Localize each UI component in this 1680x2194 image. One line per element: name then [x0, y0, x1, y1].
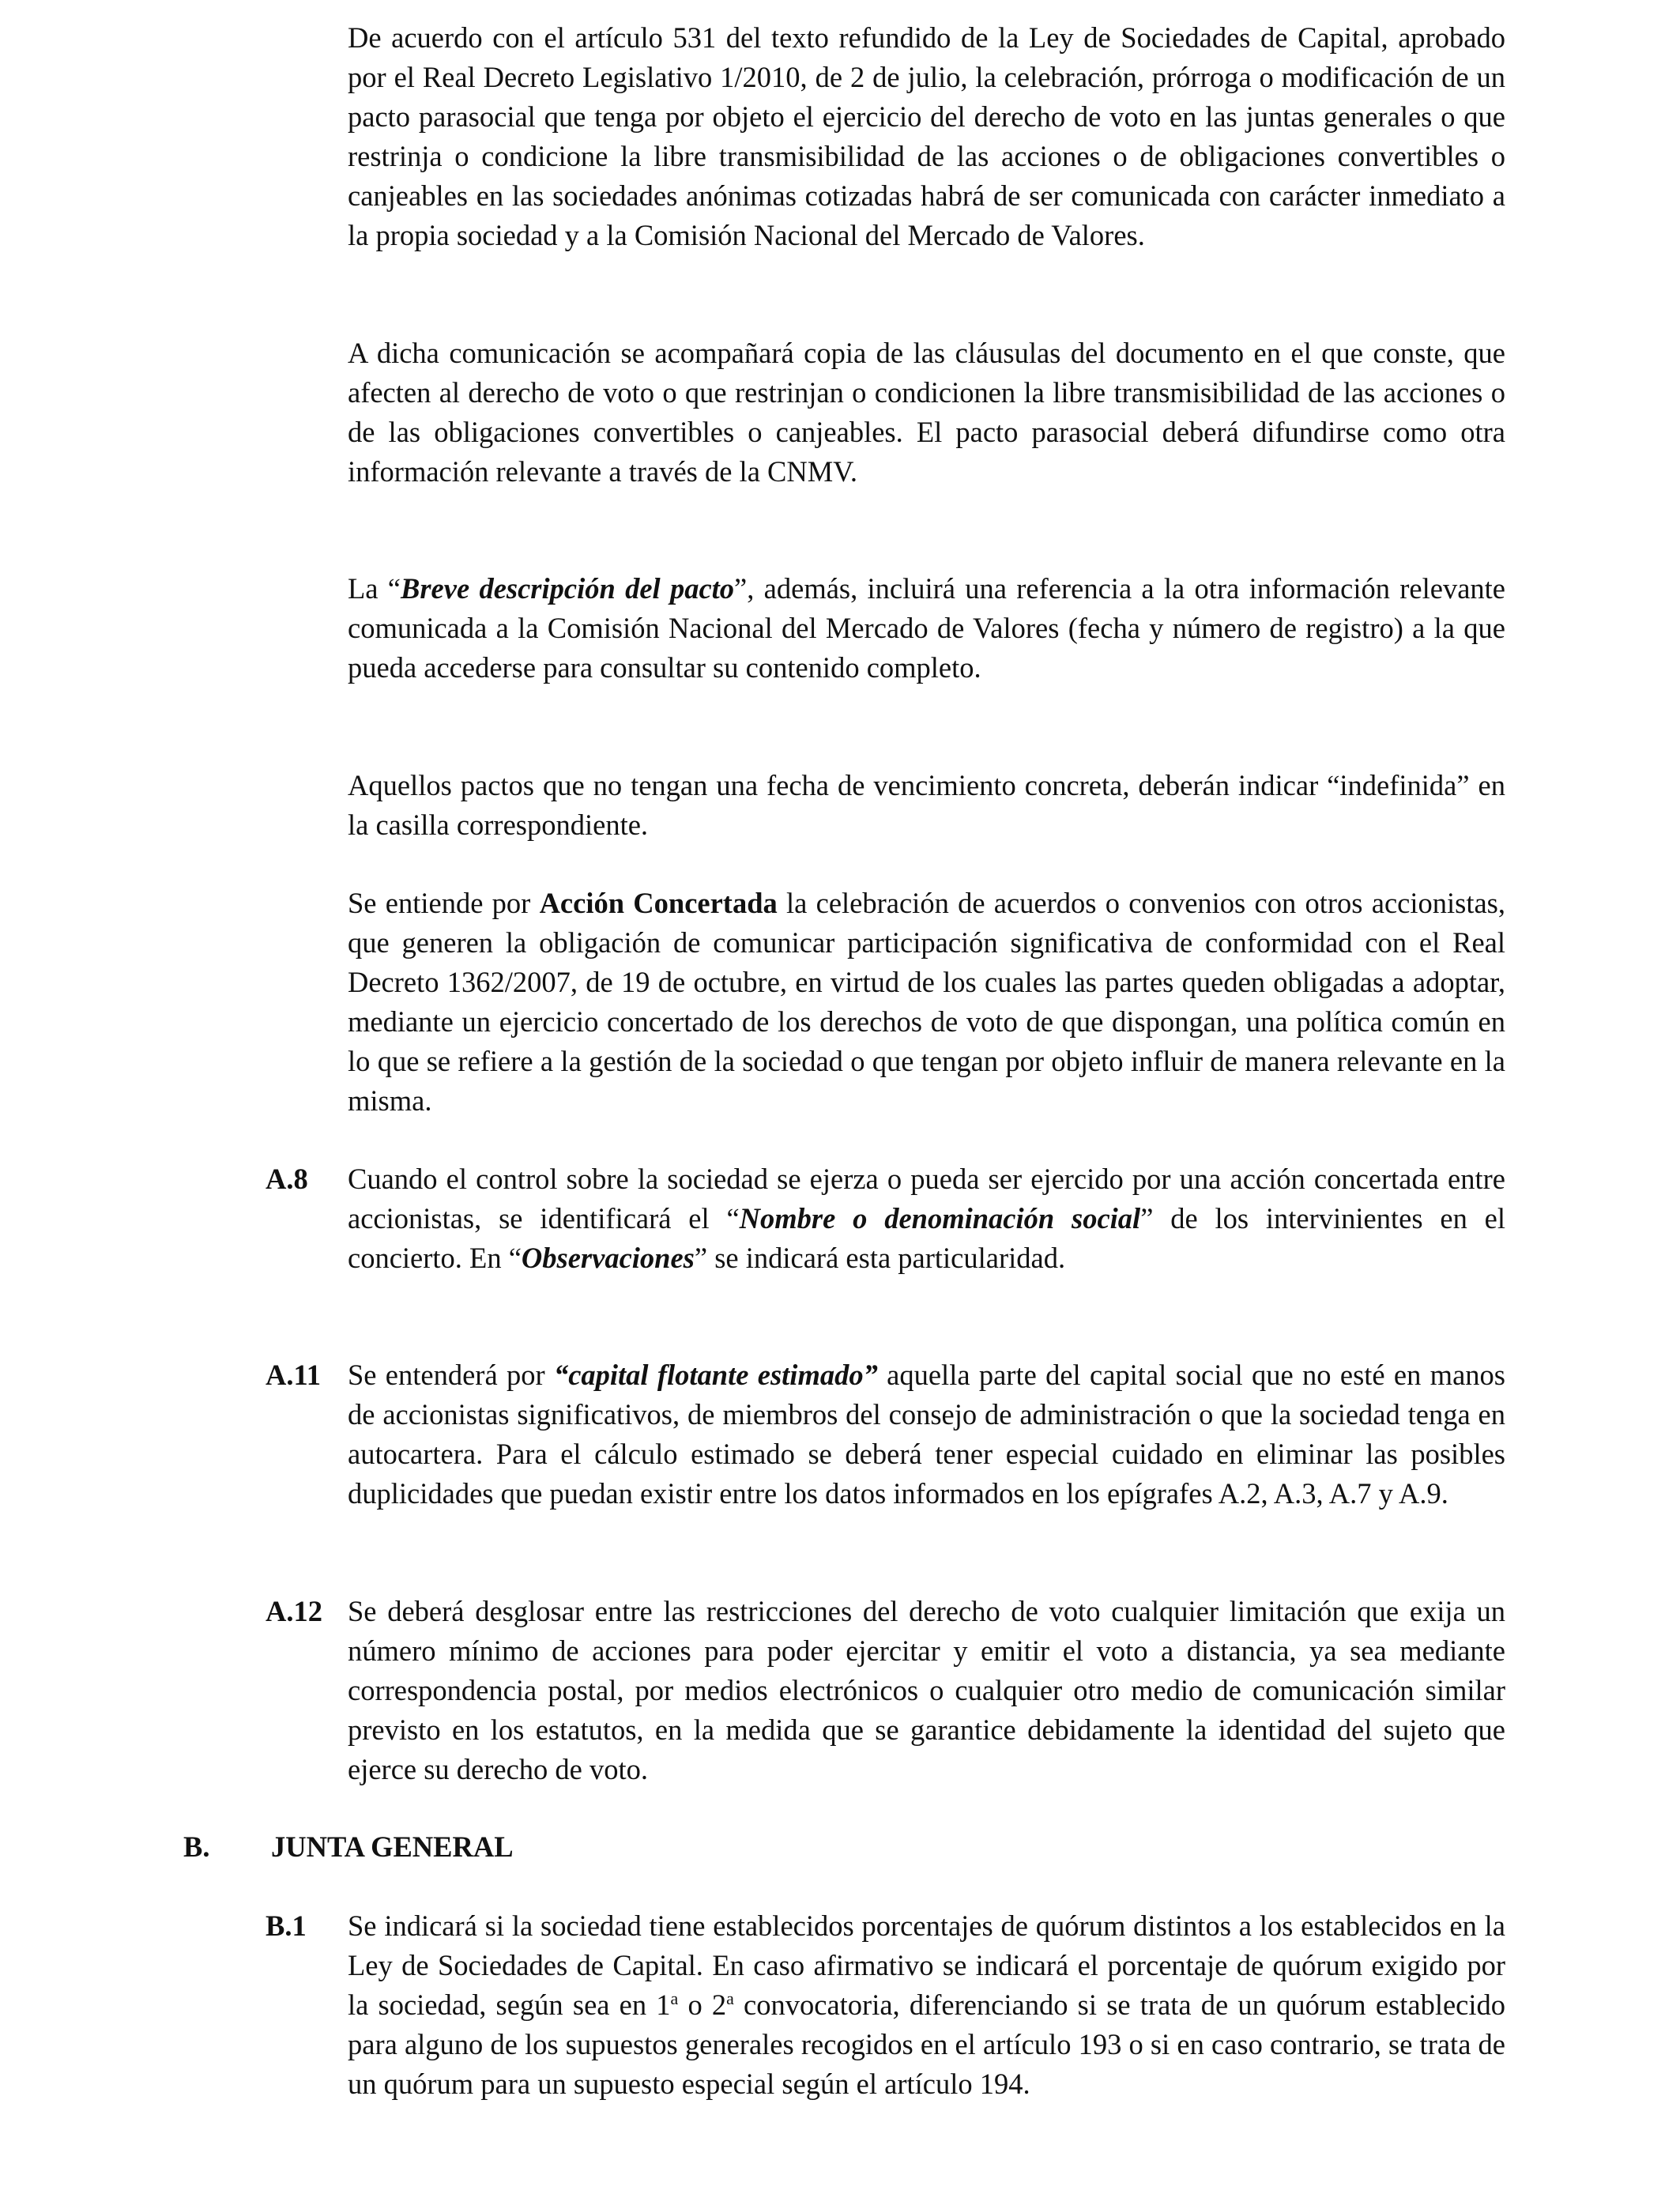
- a11-text-1: Se entenderá por: [348, 1359, 554, 1391]
- a11-term: “capital flotante estimado”: [553, 1359, 878, 1391]
- a7-paragraph-3: [348, 569, 1505, 688]
- section-b-label: B.: [183, 1830, 210, 1863]
- a7-paragraph-4-text: Aquellos pactos que no tengan una fecha de vencimiento concreta, deberán indicar “indefinida” en la casilla correspondiente.: [348, 769, 1505, 841]
- a11-paragraph: [348, 1355, 1505, 1514]
- item-label-a12: A.12: [266, 1595, 322, 1627]
- a8-text-1: Cuando el control sobre la sociedad se ejerza o pueda ser ejercido por una acción concertada entre accionistas, se identificará el “: [348, 1163, 1505, 1235]
- a7-paragraph-3-before: La “: [348, 572, 401, 605]
- item-label-a11: A.11: [266, 1359, 321, 1391]
- a12-text: Se deberá desglosar entre las restricciones del derecho de voto cualquier limitación que exija un número mínimo de acciones para poder ejercitar y emitir el voto a distancia, ya sea mediante correspondencia postal, por medios electrónicos o cualquier otro medio de comunicación similar previsto en los estatutos, en la medida que se garantice debidamente la identidad del sujeto que ejerce su derecho de voto.: [348, 1595, 1505, 1785]
- a8-term-2: Observaciones: [521, 1242, 695, 1274]
- a7-paragraph-5: [348, 884, 1505, 1121]
- item-label-a8: A.8: [266, 1163, 308, 1195]
- a12-paragraph: [348, 1592, 1505, 1789]
- a7-paragraph-3-after: ”, además, incluirá una referencia a la otra información relevante comunicada a la Comisión Nacional del Mercado de Valores (fecha y número de registro) a la que pueda accederse para consultar su contenido completo.: [348, 572, 1505, 684]
- b1-text-3: convocatoria, diferenciando si se trata de un quórum establecido para alguno de los supuestos generales recogidos en el artículo 193 o si en caso contrario, se trata de un quórum para un supuesto especial según el artículo 194.: [348, 1989, 1506, 2100]
- a7-paragraph-1-text: De acuerdo con el artículo 531 del texto refundido de la Ley de Sociedades de Capital, aprobado por el Real Decreto Legislativo 1/2010, de 2 de julio, la celebración, prórroga o modificación de un pacto parasocial que tenga por objeto el ejercicio del derecho de voto en las juntas generales o que restrinja o condicione la libre transmisibilidad de las acciones o de obligaciones convertibles o canjeables en las sociedades anónimas cotizadas habrá de ser comunicada con carácter inmediato a la propia sociedad y a la Comisión Nacional del Mercado de Valores.: [348, 21, 1505, 251]
- item-label-b1: B.1: [266, 1909, 307, 1942]
- a8-term-1: Nombre o denominación social: [739, 1202, 1141, 1235]
- a7-paragraph-5-term: Acción Concertada: [539, 887, 778, 919]
- a7-paragraph-2: [348, 334, 1505, 492]
- b1-superscript-2: a: [726, 1988, 734, 2008]
- b1-superscript-1: a: [670, 1988, 679, 2008]
- section-b-title: JUNTA GENERAL: [271, 1830, 514, 1863]
- a7-paragraph-4: [348, 766, 1505, 845]
- a8-paragraph: [348, 1159, 1505, 1278]
- a8-text-2: ” de los intervinientes en el concierto. En “: [348, 1202, 1505, 1274]
- a7-paragraph-5-before: Se entiende por: [348, 887, 540, 919]
- b1-text-1: Se indicará si la sociedad tiene establecidos porcentajes de quórum distintos a los establecidos en la Ley de Sociedades de Capital. En caso afirmativo se indicará el porcentaje de quórum exigido por la sociedad, según sea en 1: [348, 1909, 1505, 2021]
- b1-text-2: o 2: [678, 1989, 727, 2021]
- a11-text-2: aquella parte del capital social que no esté en manos de accionistas significativos, de miembros del consejo de administración o que la sociedad tenga en autocartera. Para el cálculo estimado se deberá tener especial cuidado en eliminar las posibles duplicidades que puedan existir entre los datos informados en los epígrafes A.2, A.3, A.7 y A.9.: [348, 1359, 1505, 1510]
- b1-paragraph: [348, 1906, 1505, 2104]
- a7-paragraph-3-term: Breve descripción del pacto: [401, 572, 735, 605]
- a7-paragraph-2-text: A dicha comunicación se acompañará copia de las cláusulas del documento en el que conste, que afecten al derecho de voto o que restrinjan o condicionen la libre transmisibilidad de las acciones o de las obligaciones convertibles o canjeables. El pacto parasocial deberá difundirse como otra información relevante a través de la CNMV.: [348, 337, 1505, 488]
- a8-text-3: ” se indicará esta particularidad.: [694, 1242, 1066, 1274]
- a7-paragraph-1: [348, 18, 1505, 255]
- a7-paragraph-5-after: la celebración de acuerdos o convenios con otros accionistas, que generen la obligación de comunicar participación significativa de conformidad con el Real Decreto 1362/2007, de 19 de octubre, en virtud de los cuales las partes queden obligadas a adoptar, mediante un ejercicio concertado de los derechos de voto de que dispongan, una política común en lo que se refiere a la gestión de la sociedad o que tengan por objeto influir de manera relevante en la misma.: [348, 887, 1505, 1117]
